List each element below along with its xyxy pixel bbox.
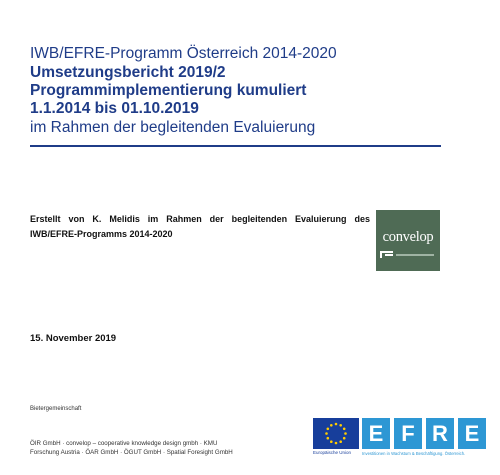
report-title-block bbox=[30, 44, 450, 138]
convelop-logo-text: convelop bbox=[382, 229, 434, 245]
efre-letter-r: R bbox=[426, 418, 454, 449]
convelop-mark-icon bbox=[380, 251, 393, 258]
report-title: Umsetzungsbericht 2019/2 bbox=[30, 64, 226, 81]
eu-label: Europäische Union bbox=[313, 450, 352, 455]
bieter-members-line-2: Forschung Austria · ÖAR GmbH · ÖGUT GmbH · Spatial Foresight GmbH bbox=[30, 449, 233, 456]
report-date: 15. November 2019 bbox=[30, 333, 117, 344]
convelop-logo bbox=[376, 210, 440, 271]
report-period: 1.1.2014 bis 01.10.2019 bbox=[30, 100, 199, 117]
efre-tagline: Investitionen in Wachstum & Beschäftigung. Österreich. bbox=[362, 451, 466, 456]
eu-logo bbox=[313, 418, 359, 456]
program-title: IWB/EFRE-Programm Österreich 2014-2020 bbox=[30, 45, 337, 62]
author-statement bbox=[30, 212, 370, 242]
report-subtitle: Programmimplementierung kumuliert bbox=[30, 82, 307, 99]
title-divider bbox=[30, 145, 441, 147]
author-line-2: IWB/EFRE-Programms 2014-2020 bbox=[30, 229, 173, 239]
report-context: im Rahmen der begleitenden Evaluierung bbox=[30, 119, 316, 136]
eu-flag-icon bbox=[313, 418, 359, 449]
efre-letter-e1: E bbox=[362, 418, 390, 449]
efre-letter-e2: E bbox=[458, 418, 486, 449]
efre-letter-f: F bbox=[394, 418, 422, 449]
author-line-1: Erstellt von K. Melidis im Rahmen der begleitenden Evaluierung des bbox=[30, 214, 370, 224]
bieter-members-line-1: ÖIR GmbH · convelop – cooperative knowledge design gmbh · KMU bbox=[30, 440, 218, 447]
eu-stars-icon bbox=[313, 418, 359, 449]
convelop-tagline-icon bbox=[396, 254, 434, 256]
efre-logo bbox=[362, 418, 486, 456]
bieter-label: Bietergemeinschaft bbox=[30, 406, 82, 412]
